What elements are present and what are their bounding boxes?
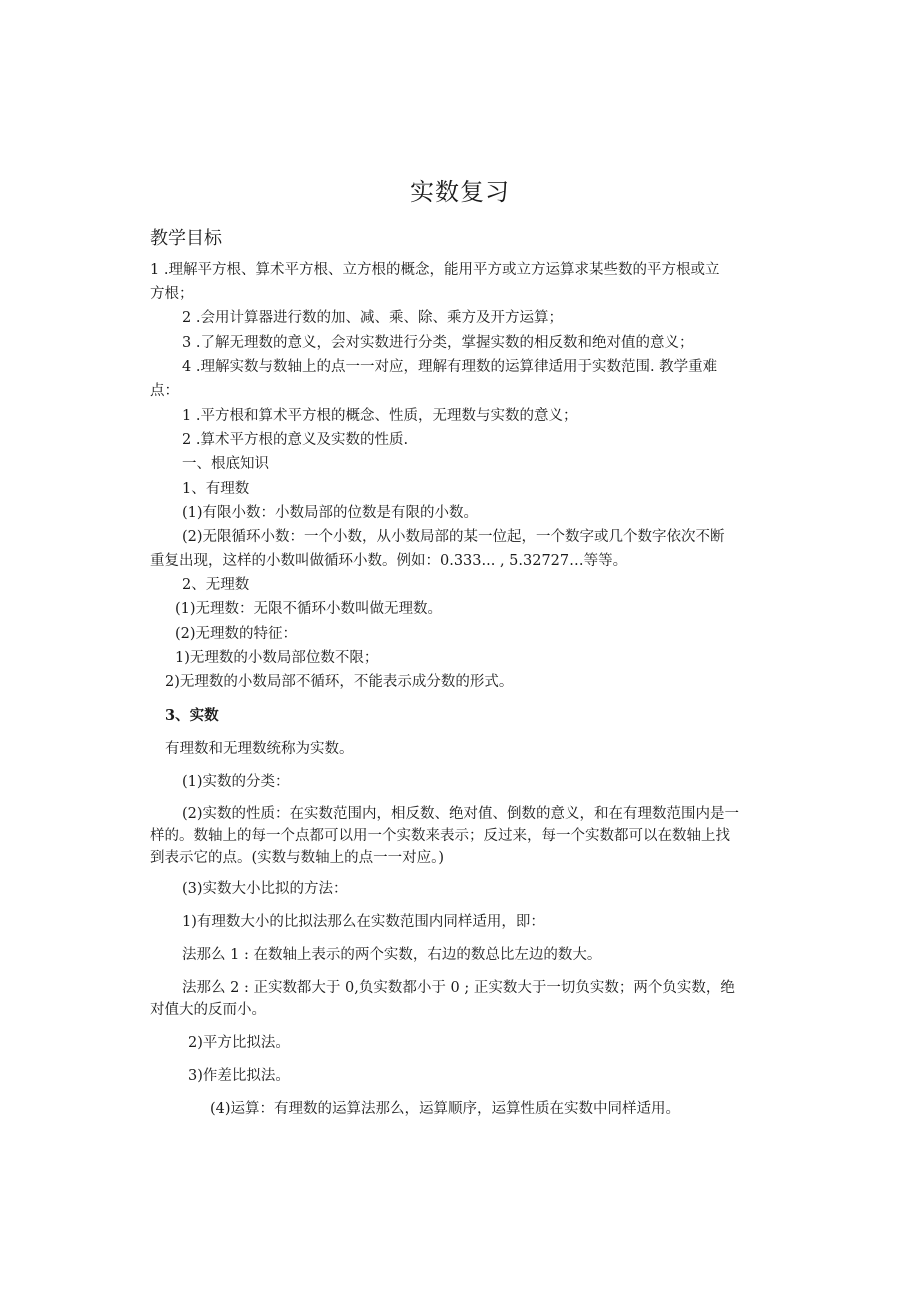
paragraph-line: 1 .理解平方根、算术平方根、立方根的概念，能用平方或立方运算求某些数的平方根或立 [150, 262, 720, 278]
paragraph-line: 1、有理数 [182, 481, 250, 497]
paragraph-line: 1)有理数大小的比拟法那么在实数范围内同样适用，即： [182, 914, 545, 930]
paragraph-line: 2)平方比拟法。 [188, 1035, 290, 1051]
paragraph-line: 2 .算术平方根的意义及实数的性质. [182, 432, 409, 448]
paragraph-line: 重复出现，这样的小数叫做循环小数。例如：0.333... , 5.32727…等等。 [150, 553, 628, 569]
paragraph-line: 4 .理解实数与数轴上的点一一对应，理解有理数的运算律适用于实数范围. 教学重难 [182, 359, 718, 375]
paragraph-line: 点： [150, 383, 179, 399]
paragraph-line: 对值大的反而小。 [150, 1002, 266, 1018]
paragraph-line: (3)实数大小比拟的方法： [182, 881, 348, 897]
paragraph-line: (1)有限小数：小数局部的位数是有限的小数。 [182, 505, 479, 521]
paragraph-line: 2)无理数的小数局部不循环，不能表示成分数的形式。 [165, 674, 514, 690]
paragraph-line: 3、实数 [165, 707, 219, 724]
paragraph-line: (2)实数的性质：在实数范围内，相反数、绝对值、倒数的意义，和在有理数范围内是一 [182, 806, 740, 822]
paragraph-line: (1)无理数：无限不循环小数叫做无理数。 [175, 601, 443, 617]
paragraph-line: (2)无限循环小数：一个小数，从小数局部的某一位起，一个数字或几个数字依次不断 [182, 529, 725, 545]
paragraph-line: (4)运算：有理数的运算法那么，运算顺序，运算性质在实数中同样适用。 [210, 1101, 681, 1117]
paragraph-line: 3 .了解无理数的意义，会对实数进行分类，掌握实数的相反数和绝对值的意义； [182, 335, 694, 351]
paragraph-line: 1 .平方根和算术平方根的概念、性质，无理数与实数的意义； [182, 408, 578, 424]
paragraph-line: 有理数和无理数统称为实数。 [165, 741, 354, 757]
paragraph-line: (1)实数的分类： [182, 774, 290, 790]
paragraph-line: (2)无理数的特征： [175, 626, 298, 642]
paragraph-line: 一、根底知识 [182, 456, 269, 472]
paragraph-line: 法那么 2 : 正实数都大于 0,负实数都小于 0 ; 正实数大于一切负实数；两个负实数，绝 [182, 980, 735, 996]
section-heading: 教学目标 [150, 228, 222, 249]
paragraph-line: 3)作差比拟法。 [188, 1068, 290, 1084]
paragraph-line: 1)无理数的小数局部位数不限； [175, 650, 379, 666]
paragraph-line: 方根； [150, 286, 194, 302]
paragraph-line: 2 .会用计算器进行数的加、减、乘、除、乘方及开方运算； [182, 310, 563, 326]
paragraph-line: 法那么 1 : 在数轴上表示的两个实数，右边的数总比左边的数大。 [182, 947, 602, 963]
paragraph-line: 到表示它的点。(实数与数轴上的点一一对应。) [150, 850, 445, 866]
paragraph-line: 样的。数轴上的每一个点都可以用一个实数来表示；反过来，每一个实数都可以在数轴上找 [150, 828, 730, 844]
document-title: 实数复习 [410, 178, 510, 206]
paragraph-line: 2、无理数 [182, 577, 250, 593]
